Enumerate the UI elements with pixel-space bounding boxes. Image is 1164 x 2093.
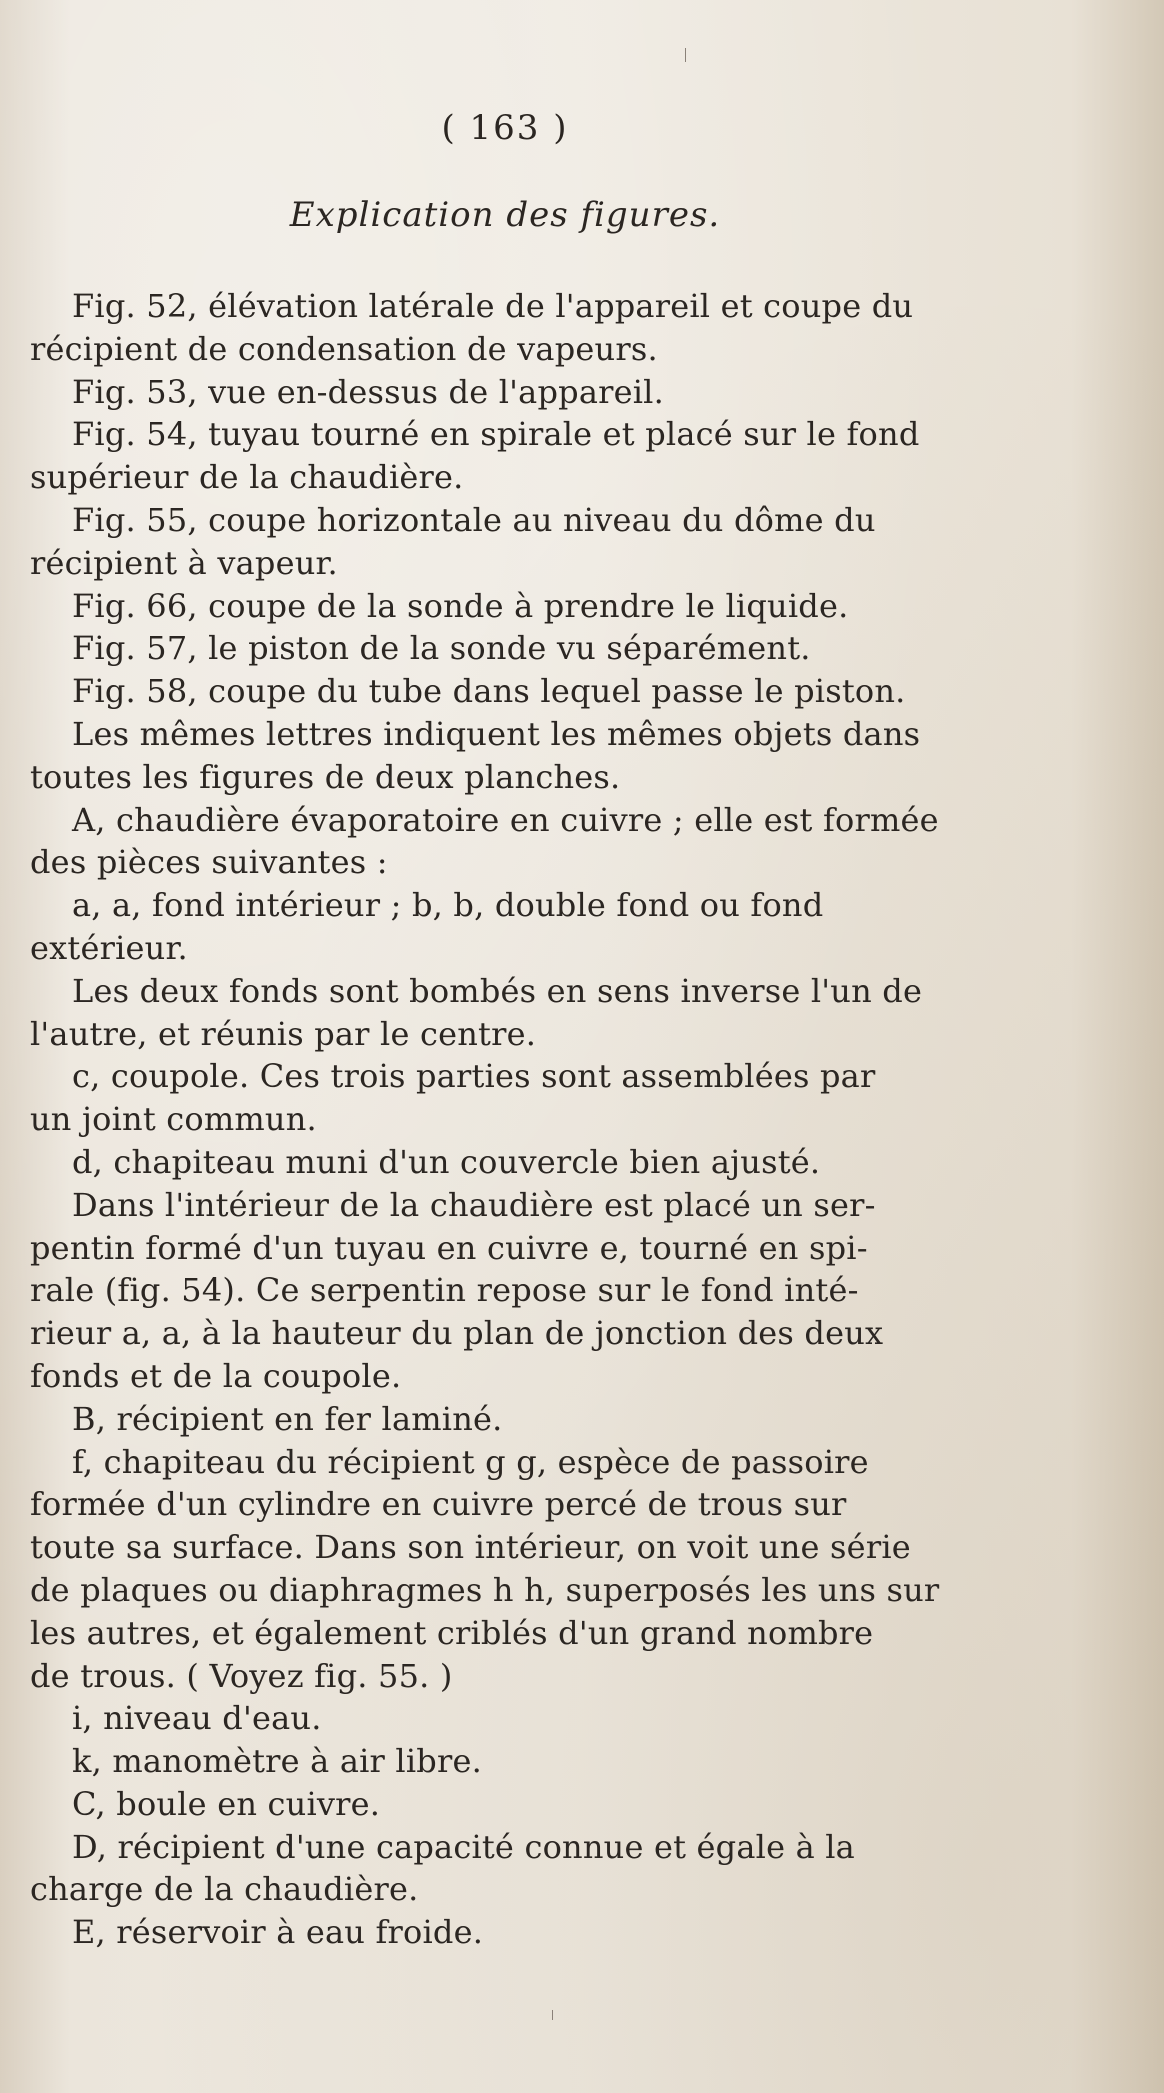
text-line: rieur a, a, à la hauteur du plan de jonction des deux <box>30 1314 884 1353</box>
text-line: Fig. 53, vue en-dessus de l'appareil. <box>72 372 664 411</box>
text-line: A, chaudière évaporatoire en cuivre ; elle est formée <box>72 800 939 839</box>
text-line: Dans l'intérieur de la chaudière est placé un ser- <box>72 1185 876 1224</box>
text-line: les autres, et également criblés d'un grand nombre <box>30 1613 874 1652</box>
text-line: de trous. ( Voyez fig. 55. ) <box>30 1656 453 1695</box>
text-line: l'autre, et réunis par le centre. <box>30 1014 537 1053</box>
text-line: un joint commun. <box>30 1100 317 1139</box>
paper-speck <box>552 2010 553 2020</box>
text-line: B, récipient en fer laminé. <box>72 1399 503 1438</box>
text-line: c, coupole. Ces trois parties sont assemblées par <box>72 1057 876 1096</box>
text-line: C, boule en cuivre. <box>72 1784 381 1823</box>
text-line: fonds et de la coupole. <box>30 1356 402 1395</box>
text-line: pentin formé d'un tuyau en cuivre e, tourné en spi- <box>30 1228 868 1267</box>
text-line: Fig. 55, coupe horizontale au niveau du dôme du <box>72 500 876 539</box>
text-line: supérieur de la chaudière. <box>30 458 464 497</box>
text-line: Fig. 52, élévation latérale de l'appareil et coupe du <box>72 287 914 325</box>
text-line: des pièces suivantes : <box>30 843 388 882</box>
page-number: ( 163 ) <box>441 108 569 148</box>
text-line: récipient à vapeur. <box>30 543 338 582</box>
text-line: Fig. 66, coupe de la sonde à prendre le liquide. <box>72 586 849 625</box>
text-line: f, chapiteau du récipient g g, espèce de passoire <box>72 1442 869 1481</box>
text-line: toutes les figures de deux planches. <box>30 757 621 796</box>
text-line: k, manomètre à air libre. <box>72 1742 482 1781</box>
body-text <box>30 285 1020 1954</box>
text-line: E, réservoir à eau froide. <box>72 1913 484 1952</box>
section-title: Explication des figures. <box>289 195 721 235</box>
text-line: de plaques ou diaphragmes h h, superposés les uns sur <box>30 1570 940 1609</box>
text-line: récipient de condensation de vapeurs. <box>30 329 658 368</box>
text-line: Fig. 57, le piston de la sonde vu séparément. <box>72 629 811 668</box>
text-line: Fig. 54, tuyau tourné en spirale et placé sur le fond <box>72 415 920 454</box>
text-line: toute sa surface. Dans son intérieur, on voit une série <box>30 1528 911 1567</box>
text-line: Fig. 58, coupe du tube dans lequel passe le piston. <box>72 672 906 711</box>
text-line: i, niveau d'eau. <box>72 1699 322 1738</box>
text-line: Les deux fonds sont bombés en sens inverse l'un de <box>72 971 923 1010</box>
paper-speck <box>685 48 686 62</box>
text-line: charge de la chaudière. <box>30 1870 419 1909</box>
text-line: D, récipient d'une capacité connue et égale à la <box>72 1827 855 1866</box>
text-line: d, chapiteau muni d'un couvercle bien ajusté. <box>72 1142 821 1181</box>
text-line: rale (fig. 54). Ce serpentin repose sur le fond inté- <box>30 1271 859 1310</box>
text-line: a, a, fond intérieur ; b, b, double fond ou fond <box>72 886 824 925</box>
text-line: Les mêmes lettres indiquent les mêmes objets dans <box>72 714 921 753</box>
text-line: formée d'un cylindre en cuivre percé de trous sur <box>30 1485 847 1524</box>
text-line: extérieur. <box>30 928 188 967</box>
